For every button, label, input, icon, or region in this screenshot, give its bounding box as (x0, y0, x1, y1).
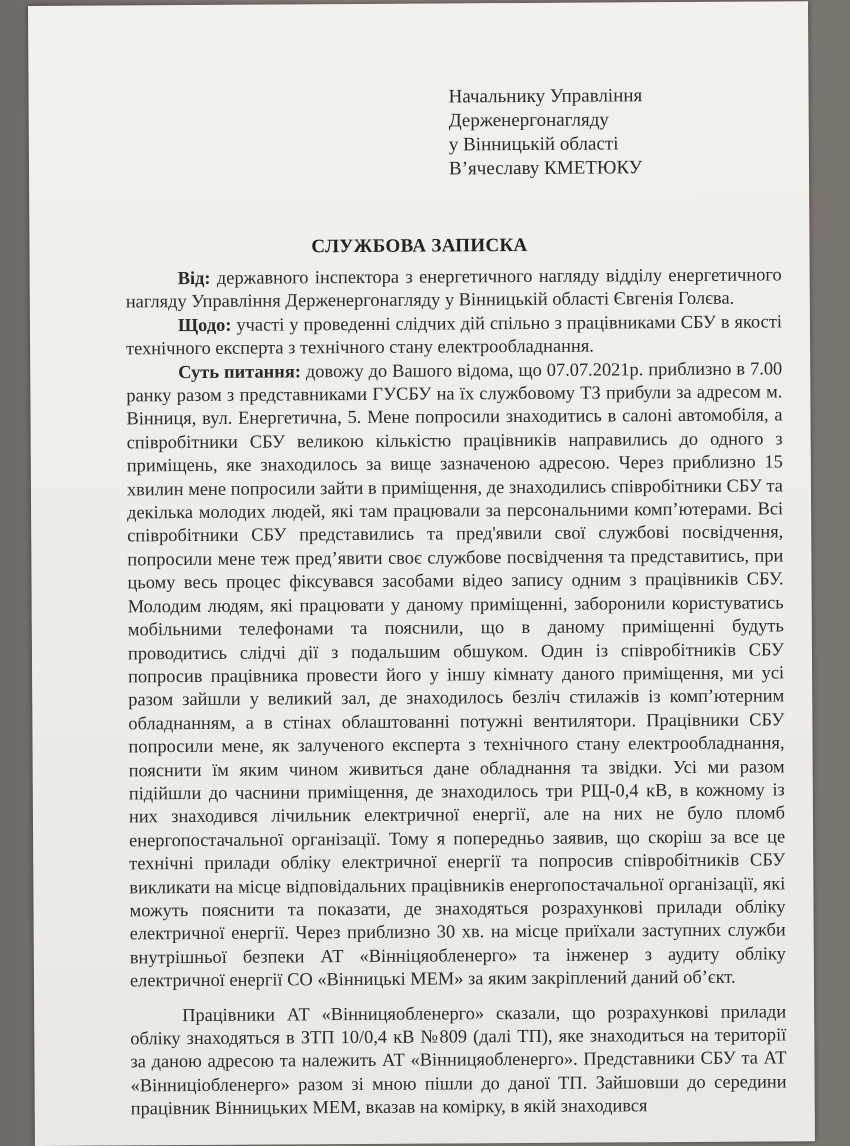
second-paragraph: Працівники АТ «Вінницяобленерго» сказали, що розрахункові прилади обліку знаходяться в ЗТП 10/0,4 кВ №809 (далі ТП), яке знаходиться на території за даною адресою та належить АТ «Вінницяобленерго». Представники СБУ та АТ «Вінниціобленерго» разом зі мною пішли до даної ТП. Зайшовши до середини працівник Вінницьких МЕМ, вказав на комірку, в якій знаходився (130, 1000, 787, 1119)
from-label: Від: (177, 267, 211, 289)
document-title: СЛУЖБОВА ЗАПИСКА (311, 234, 528, 258)
essence-text: довожу до Вашого відома, що 07.07.2021р. приблизно в 7.00 ранку разом з представниками ГУСБУ на їх службовому ТЗ прибули за адресом м. Вінниця, вул. Енергетична, 5. Мене попросили знаходитись в салоні автомобіля, а співробітники СБУ великою кількістю працівників направились до одного з приміщень, яке знаходилось за вище зазначеною адресою. Через приблизно 15 хвилин мене попросили зайти в приміщення, де знаходились співробітники СБУ та декілька молодих людей, які там працювали за персональними комп’ютерами. Всі співробітники СБУ представились та пред'явили свої службові посвідчення, попросили мене теж пред’явити своє службове посвідчення та представитись, при цьому весь процес фіксувався засобами відео запису одним з працівників СБУ. Молодим людям, які працювати у даному приміщенні, заборонили користуватись мобільними телефонами та пояснили, що в даному приміщенні будуть проводитись слідчі дії з подальшим обшуком. Один із співробітників СБУ попросив працівника провести його у іншу кімнату даного приміщення, ми усі разом зайшли у великий зал, де знаходилось безліч стилажів із комп’ютерним обладнанням, а в стінах облаштованні потужні вентилятори. Працівники СБУ попросили мене, як залученого експерта з технічного стану електрообладнання, пояснити їм яким чином живиться дане обладнання та звідки. Усі ми разом підійшли до часнини приміщення, де знаходилось три РЩ-0,4 кВ, в кожному із них знаходився лічильник електричної енергії, але на них не було пломб енергопостачальної організації. Тому я попередньо заявив, що скоріш за все це технічні прилади обліку електричної енергії та попросив співробітників СБУ викликати на місце відповідальних працівників енергопостачальної організації, які можуть пояснити та показати, де знаходяться розрахункові прилади обліку електричної енергії. Через приблизно 30 хв. на місце приїхали заступних служби внутрішньої безпеки АТ «Вінніцяобленерго» та інженер з аудиту обліку електричної енергії СО «Вінницькі МЕМ» за яким закріплений даний об’єкт. (126, 358, 786, 991)
essence-paragraph (126, 357, 786, 993)
subject-paragraph (126, 310, 782, 361)
addressee-line: Начальнику Управління (448, 85, 643, 108)
essence-label: Суть питання: (178, 360, 301, 382)
subject-text: участі у проведенні слідчих дій спільно з працівниками СБУ в якості технічного експерта з технічного стану електрообладнання. (126, 311, 783, 359)
document-body (126, 263, 787, 1121)
subject-label: Щодо: (177, 314, 232, 335)
addressee-line: Держенергонагляду (448, 109, 609, 132)
from-paragraph (126, 263, 782, 314)
from-text: державного інспектора з енергетичного нагляду відділу енергетичного нагляду Управління Держенергонагляду у Вінницькій області Євгенія Голєва. (125, 264, 782, 312)
document-sheet (28, 1, 815, 1146)
addressee-block (448, 84, 642, 181)
addressee-line: В’ячеславу КМЕТЮКУ (448, 157, 643, 180)
addressee-line: у Вінницькій області (448, 133, 619, 156)
